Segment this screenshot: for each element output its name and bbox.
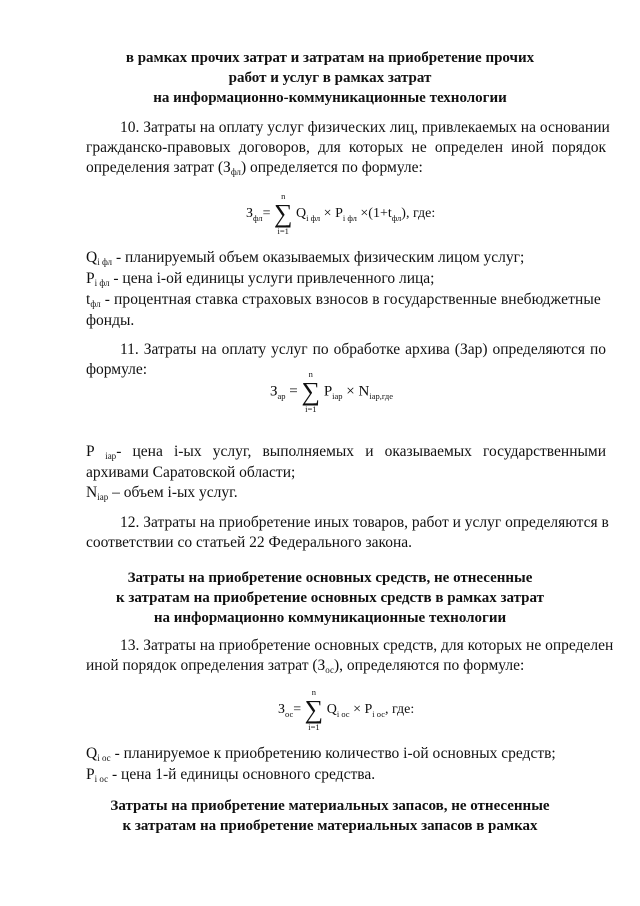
- heading-line: Затраты на приобретение основных средств, не отнесенные: [127, 570, 533, 586]
- heading-line: в рамках прочих затрат и затратам на приобретение прочих: [125, 50, 535, 66]
- definition-row: tфл - процентная ставка страховых взносов в государственные внебюджетные: [86, 291, 601, 309]
- section-heading-fixed-assets: [70, 568, 590, 628]
- definition-row: Pi фл - цена i-ой единицы услуги привлеченного лица;: [86, 270, 435, 288]
- heading-line: на информационно-коммуникационные технологии: [153, 90, 507, 106]
- definition-row: Qi фл - планируемый объем оказываемых физическим лицом услуг;: [86, 249, 525, 267]
- sum-sign: n ∑ i=1: [273, 191, 293, 236]
- paragraph-line: определения затрат (Зфл) определяется по формуле:: [86, 159, 423, 177]
- paragraph-line: 11. Затраты на оплату услуг по обработке архива (Зар) определяются по: [120, 341, 606, 358]
- definition-row: архивами Саратовской области;: [86, 464, 296, 481]
- heading-line: на информационно коммуникационные технологии: [153, 610, 507, 626]
- section-heading-materials: [70, 796, 590, 836]
- paragraph-10: [86, 118, 610, 179]
- paragraph-line: 12. Затраты на приобретение иных товаров, работ и услуг определяются в: [120, 514, 609, 531]
- paragraph-line: соответствии со статьей 22 Федерального закона.: [86, 534, 412, 551]
- paragraph-13: [86, 636, 614, 677]
- formula-archive: $З_{ар}$ = n ∑ i=1 $P_{iар} \times N_{iар,где}$: [270, 369, 394, 414]
- paragraph-line: 10. Затраты на оплату услуг физических лиц, привлекаемых на основании: [120, 119, 610, 136]
- definition-row: Niар – объем i-ых услуг.: [86, 484, 238, 502]
- paragraph-line: иной порядок определения затрат (Зос), определяются по формуле:: [86, 657, 525, 675]
- paragraph-line: гражданско-правовых договоров, для которых не определен иной порядок: [86, 139, 606, 156]
- paragraph-12: [86, 513, 609, 553]
- heading-line: работ и услуг в рамках затрат: [228, 70, 432, 86]
- heading-line: к затратам на приобретение основных средств в рамках затрат: [116, 590, 544, 606]
- formula-physical-persons: $З_{фл}=$ n ∑ i=1 $Q_{i фл} \times P_{i фл} \times(1+t_{фл})$, где:: [246, 191, 436, 236]
- paragraph-line: 13. Затраты на приобретение основных средств, для которых не определен: [120, 637, 614, 654]
- definition-row: P iар- цена i-ых услуг, выполняемых и оказываемых государственными: [86, 443, 607, 461]
- definition-row: фонды.: [86, 312, 135, 329]
- definitions-13: [86, 744, 606, 786]
- definitions-10: [86, 248, 606, 331]
- definition-row: Pi ос - цена 1-й единицы основного средства.: [86, 766, 376, 784]
- definition-row: Qi ос - планируемое к приобретению количество i-ой основных средств;: [86, 745, 556, 763]
- formula-fixed-assets: $З_{ос}=$ n ∑ i=1 $Q_{i ос} \times P_{i ос}$, где:: [278, 687, 415, 732]
- sum-sign: n ∑ i=1: [301, 369, 321, 414]
- subscript: фл: [230, 167, 241, 177]
- heading-line: Затраты на приобретение материальных запасов, не отнесенные: [110, 798, 550, 814]
- heading-line: к затратам на приобретение материальных запасов в рамках: [122, 818, 538, 834]
- sum-sign: n ∑ i=1: [304, 687, 324, 732]
- paragraph-line: формуле:: [86, 361, 148, 378]
- definitions-11: [86, 442, 606, 504]
- subscript: ос: [325, 665, 335, 675]
- section-heading-other-costs: [70, 48, 590, 108]
